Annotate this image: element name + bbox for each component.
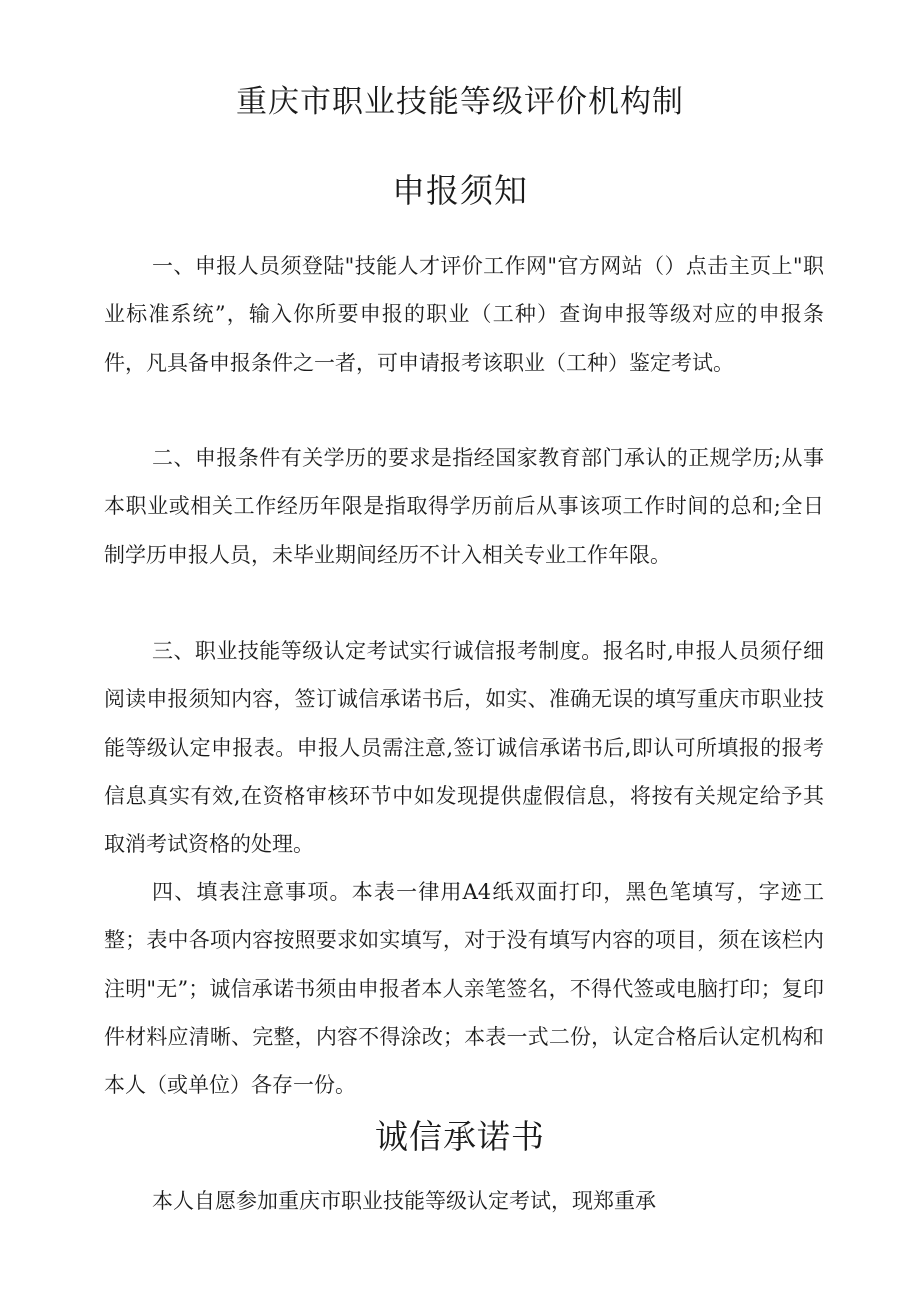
organization-title: 重庆市职业技能等级评价机构制 (236, 84, 684, 120)
notice-paragraph-3: 三、职业技能等级认定考试实行诚信报考制度。报名时,申报人员须仔细阅读申报须知内容，签订诚信承诺书后，如实、准确无误的填写重庆市职业技能等级认定申报表。申报人员需注意,签订诚信承诺书后,即认可所填报的报考信息真实有效,在资格审核环节中如发现提供虚假信息，将按有关规定给予其取消考试资格的处理。 (104, 639, 824, 857)
pledge-title: 诚信承诺书 (375, 1117, 545, 1156)
notice-title: 申报须知 (392, 171, 528, 210)
pledge-intro: 本人自愿参加重庆市职业技能等级认定考试，现郑重承 (152, 1189, 656, 1213)
notice-paragraph-4: 四、填表注意事项。本表一律用A4纸双面打印，黑色笔填写，字迹工整；表中各项内容按照要求如实填写，对于没有填写内容的项目，须在该栏内注明"无”；诚信承诺书须由申报者本人亲笔签名，不得代签或电脑打印；复印件材料应清晰、完整，内容不得涂改；本表一式二份，认定合格后认定机构和本人（或单位）各存一份。 (104, 880, 824, 1098)
notice-paragraph-1: 一、申报人员须登陆"技能人才评价工作网"官方网站（）点击主页上"职业标准系统”，输入你所要申报的职业（工种）查询申报等级对应的申报条件，凡具备申报条件之一者，可申请报考该职业（工种）鉴定考试。 (104, 254, 824, 375)
notice-paragraph-2: 二、申报条件有关学历的要求是指经国家教育部门承认的正规学历;从事本职业或相关工作经历年限是指取得学历前后从事该项工作时间的总和;全日制学历申报人员，未毕业期间经历不计入相关专业工作年限。 (104, 446, 824, 567)
